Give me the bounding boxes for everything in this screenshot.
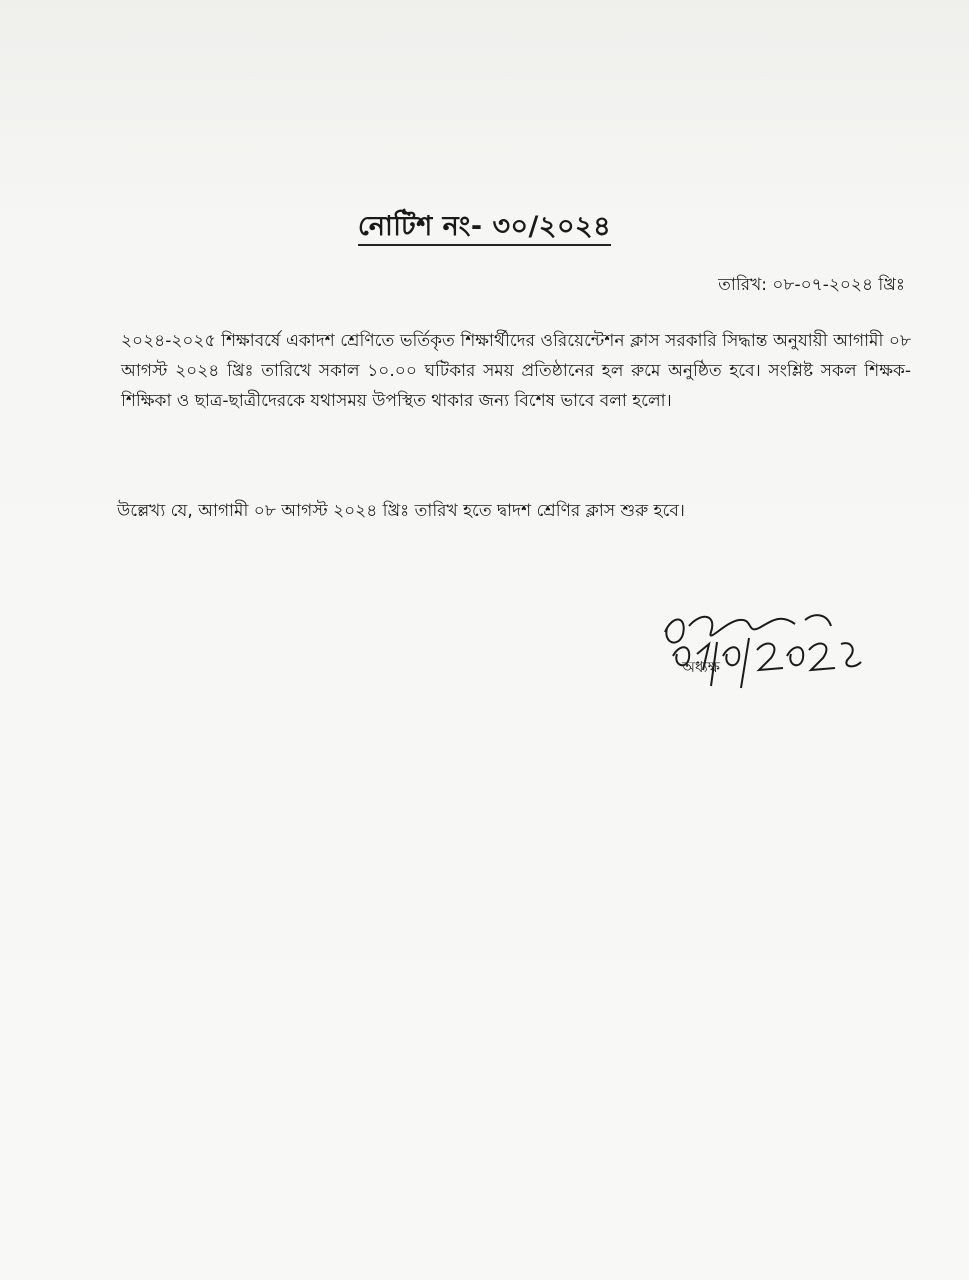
notice-title: [0, 206, 969, 251]
notice-paragraph-2: উল্লেখ্য যে, আগামী ০৮ আগস্ট ২০২৪ খ্রিঃ তারিখ হতে দ্বাদশ শ্রেণির ক্লাস শুরু হবে।: [117, 501, 685, 521]
notice-paragraph-1: ২০২৪-২০২৫ শিক্ষাবর্ষে একাদশ শ্রেণিতে ভর্তিকৃত শিক্ষার্থীদের ওরিয়েন্টেশন ক্লাস সরকারি সিদ্ধান্ত অনুযায়ী আগামী ০৮ আগস্ট ২০২৪ খ্রিঃ তারিখে সকাল ১০.০০ ঘটিকার সময় প্রতিষ্ঠানের হল রুমে অনুষ্ঠিত হবে। সংশ্লিষ্ট সকল শিক্ষক-শিক্ষিকা ও ছাত্র-ছাত্রীদেরকে যথাসময় উপস্থিত থাকার জন্য বিশেষ ভাবে বলা হলো।: [121, 331, 911, 411]
notice-date: তারিখ: ০৮-০৭-২০২৪ খ্রিঃ: [718, 275, 905, 295]
signatory-title: অধ্যক্ষ: [682, 658, 720, 676]
notice-title-text: নোটিশ নং- ৩০/২০২৪: [358, 211, 611, 246]
